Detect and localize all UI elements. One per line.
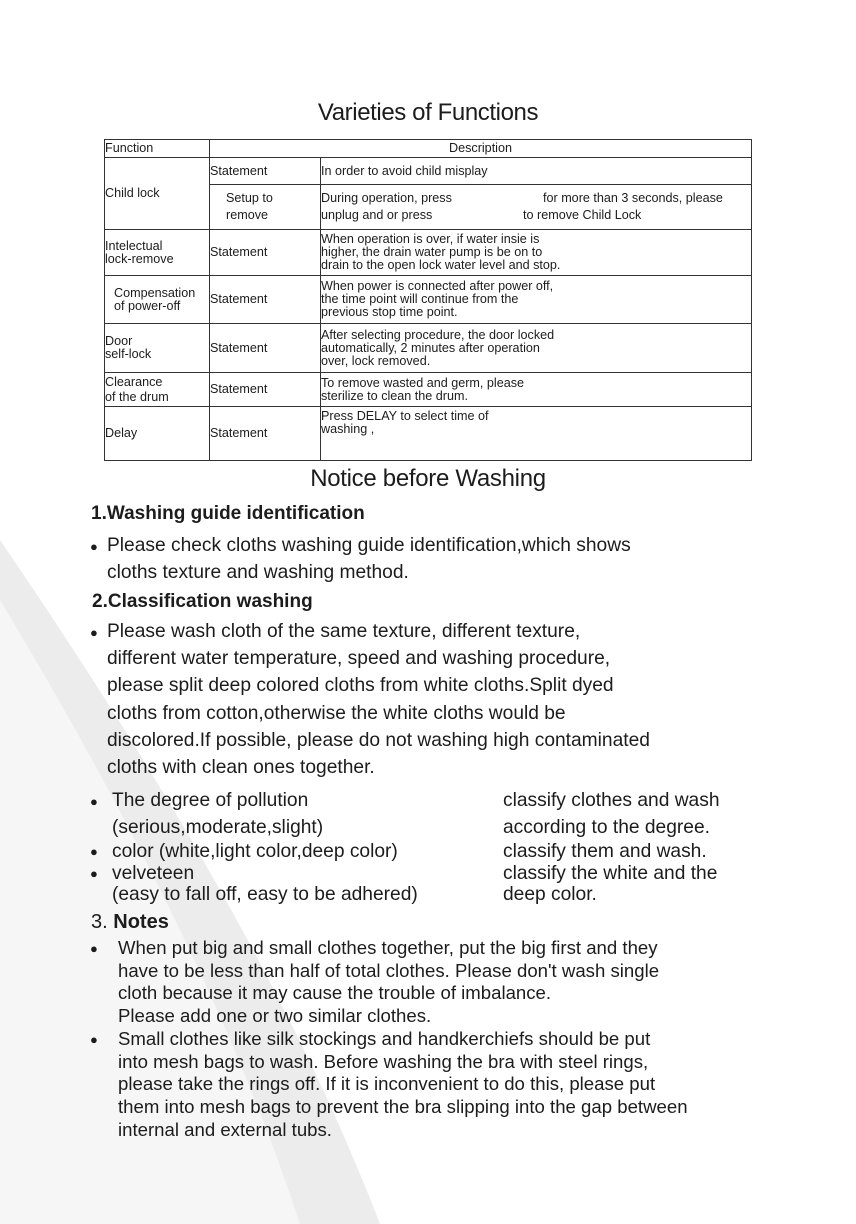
name-line: self-lock	[105, 347, 152, 361]
name-line: Door	[105, 334, 133, 348]
name-line: of power-off	[114, 298, 181, 313]
section-heading: 2.Classification washing	[92, 591, 313, 612]
desc-line: previous stop time point.	[321, 305, 458, 319]
description-cell	[321, 407, 752, 461]
desc-line: When operation is over, if water insie is	[321, 232, 540, 246]
desc-fragment: During operation, press	[321, 191, 452, 205]
class-result-text: according to the degree.	[503, 817, 710, 838]
functions-table	[104, 139, 752, 461]
desc-line: When power is connected after power off,	[321, 279, 554, 293]
function-name-cell	[105, 373, 210, 407]
table-row	[105, 230, 752, 276]
desc-line: After selecting procedure, the door locked	[321, 327, 555, 342]
table-header-row	[105, 140, 752, 158]
desc-line: the time point will continue from the	[321, 292, 519, 306]
desc-line: sterilize to clean the drum.	[321, 388, 468, 403]
desc-line: higher, the drain water pump is be on to	[321, 245, 543, 259]
desc-line: over, lock removed.	[321, 353, 431, 368]
function-name-cell	[105, 324, 210, 373]
function-name-cell: Delay	[105, 407, 210, 461]
type-cell: Statement	[210, 158, 321, 185]
bullet-icon: ●	[90, 844, 98, 859]
text-line: into mesh bags to wash. Before washing the bra with steel rings,	[118, 1050, 649, 1072]
description-cell	[321, 276, 752, 324]
note-paragraph	[118, 1028, 688, 1142]
text-line: cloths texture and washing method.	[107, 562, 409, 584]
name-line: Compensation	[114, 285, 196, 300]
text-line: Please add one or two similar clothes.	[118, 1005, 432, 1027]
class-item-text: The degree of pollution	[112, 790, 309, 811]
section-title: Notice before Washing	[310, 465, 546, 492]
bullet-icon: ●	[90, 941, 98, 956]
name-line: of the drum	[105, 389, 169, 404]
header-description: Description	[210, 140, 752, 158]
bullet-icon: ●	[90, 1032, 98, 1047]
function-name-cell	[105, 276, 210, 324]
function-name-cell	[105, 230, 210, 276]
description-cell	[321, 324, 752, 373]
class-item-text: velveteen	[112, 863, 195, 884]
description-cell	[321, 230, 752, 276]
name-line: Clearance	[105, 374, 163, 389]
section-word: Notes	[113, 911, 169, 933]
desc-fragment: to remove Child Lock	[523, 208, 642, 222]
text-line: Small clothes like silk stockings and handkerchiefs should be put	[118, 1028, 651, 1049]
desc-fragment: for more than 3 seconds, please	[543, 191, 723, 205]
description-cell	[321, 373, 752, 407]
text-line: please take the rings off. If it is inconvenient to do this, please put	[118, 1073, 656, 1095]
table-row	[105, 324, 752, 373]
table-row	[105, 407, 752, 461]
desc-line: drain to the open lock water level and stop.	[321, 258, 561, 272]
text-line: different water temperature, speed and washing procedure,	[107, 648, 611, 670]
text-line: please split deep colored cloths from white cloths.Split dyed	[107, 675, 614, 697]
type-cell: Statement	[210, 373, 321, 407]
text-line: When put big and small clothes together, put the big first and they	[118, 937, 658, 958]
type-line: remove	[226, 208, 268, 222]
header-function: Function	[105, 140, 210, 158]
function-name-child-lock: Child lock	[105, 158, 210, 230]
class-result-text: deep color.	[503, 884, 597, 905]
text-line: Please check cloths washing guide identification,which shows	[107, 535, 631, 556]
class-item-text: (serious,moderate,slight)	[112, 817, 324, 838]
bullet-icon: ●	[90, 625, 98, 640]
section-heading	[91, 911, 169, 934]
class-result-text: classify clothes and wash	[503, 790, 720, 811]
type-cell: Statement	[210, 230, 321, 276]
desc-line: To remove wasted and germ, please	[321, 375, 525, 390]
name-line: lock-remove	[105, 251, 174, 266]
class-result-text: classify them and wash.	[503, 841, 707, 862]
table-row	[105, 373, 752, 407]
desc-line: Press DELAY to select time of	[321, 409, 489, 423]
text-line: Please wash cloth of the same texture, different texture,	[107, 621, 581, 642]
text-line: discolored.If possible, please do not washing high contaminated	[107, 729, 650, 751]
type-cell: Statement	[210, 407, 321, 461]
text-line: cloth because it may cause the trouble of imbalance.	[118, 982, 552, 1004]
desc-fragment: unplug and or press	[321, 208, 433, 222]
class-item-text: (easy to fall off, easy to be adhered)	[112, 884, 418, 905]
table-row	[105, 158, 752, 185]
name-line: Intelectual	[105, 238, 163, 253]
paragraph	[107, 532, 631, 586]
description-cell: In order to avoid child misplay	[321, 158, 752, 185]
type-cell: Statement	[210, 276, 321, 324]
class-result-text: classify the white and the	[503, 863, 718, 884]
desc-line: automatically, 2 minutes after operation	[321, 340, 540, 355]
section-number: 3.	[91, 911, 108, 933]
page-title: Varieties of Functions	[317, 99, 539, 126]
class-item-text: color (white,light color,deep color)	[112, 841, 398, 862]
text-line: cloths from cotton,otherwise the white cloths would be	[107, 702, 566, 724]
type-cell	[210, 185, 321, 230]
text-line: have to be less than half of total clothes. Please don't wash single	[118, 959, 660, 981]
bullet-icon: ●	[90, 794, 98, 809]
bullet-icon: ●	[90, 539, 98, 554]
text-line: cloths with clean ones together.	[107, 757, 375, 779]
desc-line: washing ,	[321, 422, 375, 436]
type-cell: Statement	[210, 324, 321, 373]
note-paragraph	[118, 937, 659, 1028]
text-line: internal and external tubs.	[118, 1118, 332, 1140]
section-heading: 1.Washing guide identification	[91, 503, 365, 524]
type-line: Setup to	[226, 191, 273, 205]
table-row	[105, 276, 752, 324]
paragraph	[107, 618, 650, 781]
bullet-icon: ●	[90, 866, 98, 881]
description-cell	[321, 185, 752, 230]
text-line: them into mesh bags to prevent the bra slipping into the gap between	[118, 1096, 688, 1118]
